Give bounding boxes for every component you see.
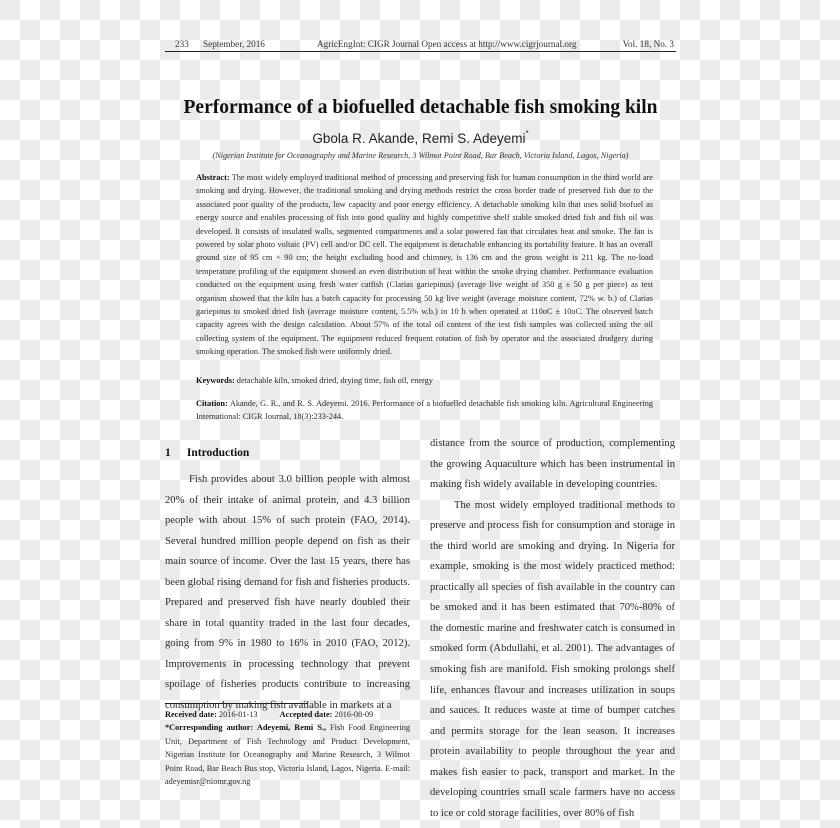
footnote-divider xyxy=(165,703,308,704)
keywords-label: Keywords: xyxy=(196,376,235,385)
corresponding-author xyxy=(165,721,410,788)
paper-title: Performance of a biofuelled detachable fish smoking kiln xyxy=(183,97,658,118)
citation xyxy=(196,397,653,424)
volume-info: Vol. 18, No. 3 xyxy=(622,39,674,49)
running-header xyxy=(165,38,676,52)
corresponding-text: Fish Food Engineering Unit, Department of Fish Technology and Product Development, Nigerian Institute for Oceanography and Marine Research, 3 Wilmot Point Road, Bar Beach Bus stop, Victoria Island, Lagos, Nigeria. E-mail: adeyemisr@niomr.gov.ng xyxy=(165,723,410,787)
dates-line xyxy=(165,708,410,721)
section-number: 1 xyxy=(165,447,171,459)
abstract-text: The most widely employed traditional method of processing and preserving fish for human consumption in the third world are smoking and drying. However, the traditional smoking and drying methods restrict the cross border trade of preserved fish due to the associated poor quality of the products, low capacity and poor energy efficiency. A detachable smoking kiln that uses solid biofuel as energy source and enables processing of fish into good quality and highly competitive shelf stable smoked dried fish and fish oil was developed. It consists of insulated walls, segmented compartments and a solar powered fan that circulates heat and smoke. The fan is powered by solar photo voltaic (PV) cell and/or DC cell. The equipment is detachable enhancing its portability feature. It has an overall ground size of 95 cm × 90 cm; the height excluding hood and chimney, is 136 cm and the gross weight is 211 kg. The no-load temperature profiling of the equipment showed an even distribution of heat within the smoke drying chamber. Performance evaluation conducted on the equipment using fresh water catfish (Clarias gariepinus) (average live weight of 350 g ± 50 g per piece) as test organism showed that the kiln has a batch capacity for processing 50 kg live weight (average moisture content, 72% w. b.) of Clarias gariepinus to smoked dried fish (average moisture content, 5.5% w.b.) in 10 h when operated at 110oC ± 10oC. The observed batch capacity agrees with the design calculation. About 57% of the total oil content of the test fish samples was collected using the oil collecting system of the equipment. The equipment reduced frequent rotation of fish by operator and the associated drudgery during smoking operation. The smoked fish were uniformly dried. xyxy=(196,173,653,357)
footnote xyxy=(165,708,410,788)
abstract-label: Abstract: xyxy=(196,173,230,182)
right-column xyxy=(430,434,675,824)
intro-paragraph-1: Fish provides about 3.0 billion people with almost 20% of their intake of animal protein, and 4.3 billion people with about 15% of such protein (FAO, 2014). Several hundred million people depend on fish as their main source of income. Over the last 15 years, there has been global rising demand for fish and fisheries products. Prepared and preserved fish have nearly doubled their share in total quantity traded in the last four decades, going from 9% in 1980 to 16% in 2010 (FAO, 2012). Improvements in processing technology that prevent spoilage of fisheries products contribute to increasing consumption by making fish available in markets at a xyxy=(165,474,410,712)
intro-paragraph-1-continued: distance from the source of production, complementing the growing Aquaculture which has been instrumental in making fish widely available in developing countries. xyxy=(430,438,675,491)
keywords xyxy=(196,374,653,387)
author-list xyxy=(165,125,676,148)
accepted-date: 2016-08-09 xyxy=(334,710,374,719)
received-label: Received date: xyxy=(165,710,217,719)
page-number: 233 xyxy=(175,39,189,49)
journal-name: AgricEngInt: CIGR Journal Open access at http://www.cigrjournal.org xyxy=(317,39,577,49)
abstract xyxy=(196,171,653,359)
issue-date: September, 2016 xyxy=(203,39,265,49)
section-title: Introduction xyxy=(186,447,250,459)
authors-text: Gbola R. Akande, Remi S. Adeyemi xyxy=(312,131,526,146)
corresponding-label: *Corresponding author: Adeyemi, Remi S., xyxy=(165,723,326,733)
intro-paragraph-2: The most widely employed traditional methods to preserve and process fish for consumption and storage in the third world are smoking and drying. In Nigeria for example, smoking is the most widely practiced method: practically all species of fish available in the country can be smoked and it has been estimated that 70%-80% of the domestic marine and freshwater catch is consumed in smoked form (Abdullahi, et al. 2001). The advantages of smoking fish are manifold. Fish smoking prolongs shelf life, enhances flavour and increases utilization in soups and sauces. It reduces waste at time of bumper catches and permits storage for the lean season. It increases protein availability to people throughout the year and makes fish easier to pack, transport and market. In the developing countries small scale farmers have no access to ice or cold storage facilities, over 80% of fish xyxy=(430,499,675,819)
section-heading xyxy=(165,445,249,461)
accepted-label: Accepted date: xyxy=(279,710,333,719)
keywords-text: detachable kiln, smoked dried, drying time, fish oil, energy xyxy=(236,376,433,385)
corresponding-mark: * xyxy=(525,129,529,138)
citation-text: Akande, G. R., and R. S. Adeyemi. 2016. Performance of a biofuelled detachable fish smoking kiln. Agricultural Engineering International: CIGR Journal, 18(3):233-244. xyxy=(196,399,653,422)
received-date: 2016-01-13 xyxy=(218,710,258,719)
citation-label: Citation: xyxy=(196,399,228,408)
left-column xyxy=(165,470,410,717)
affiliation: (Nigerian Institute for Oceanography and Marine Research, 3 Wilmot Point Road, Bar Beach, Victoria Island, Lagos, Nigeria) xyxy=(212,151,629,160)
